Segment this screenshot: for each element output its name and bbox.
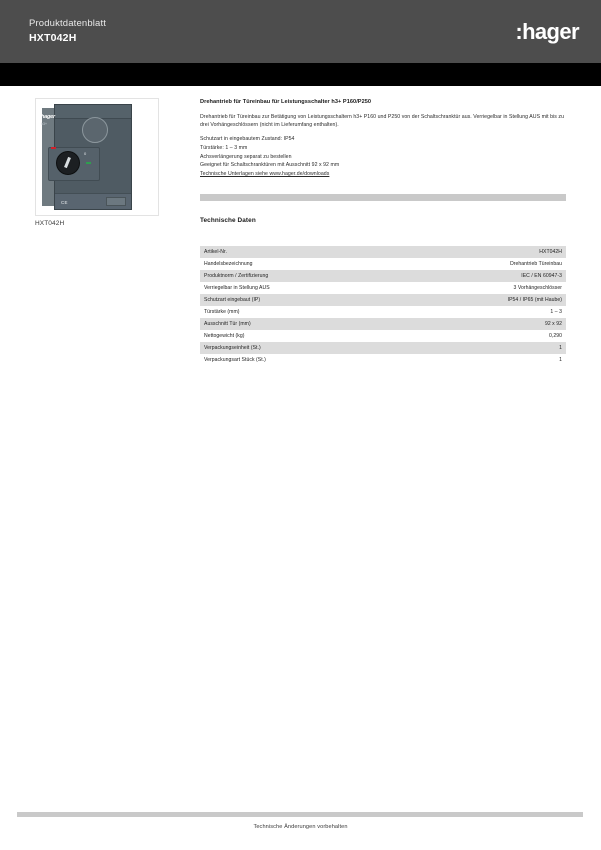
product-image-caption: HXT042H: [35, 220, 65, 227]
ce-mark-icon: CE: [61, 200, 68, 205]
document-reference: HXT042H: [29, 31, 77, 44]
device-window-icon: [82, 117, 108, 143]
list-item: Geeignet für Schaltschranktüren mit Ausschnitt 92 x 92 mm: [200, 162, 340, 169]
table-row: [200, 270, 566, 282]
logo-colon-icon: :: [515, 18, 523, 44]
row-value: 1: [559, 357, 562, 363]
footer-separator: [17, 812, 583, 817]
device-terminal-block: [106, 197, 126, 206]
table-row: [200, 306, 566, 318]
header-title-block: [29, 18, 106, 45]
page-content: [0, 86, 601, 806]
dial-mark-off-icon: [86, 162, 91, 164]
row-value: IP54 / IP65 (mit Haube): [507, 297, 562, 303]
downloads-link[interactable]: Technische Unterlagen siehe www.hager.de/downloads: [200, 171, 330, 178]
row-value: Drehantrieb Türeinbau: [510, 261, 562, 267]
row-label: Handelsbezeichnung: [204, 261, 253, 267]
list-item: [200, 170, 566, 179]
product-image: [35, 98, 159, 216]
table-row: [200, 294, 566, 306]
list-item: Achsverlängerung separat zu bestellen: [200, 153, 292, 160]
technical-data-table: [200, 246, 566, 366]
row-label: Türstärke (mm): [204, 309, 240, 315]
row-label: Schutzart eingebaut (IP): [204, 297, 261, 303]
page-header: [0, 0, 601, 63]
row-label: Verpackungsart Stück (St.): [204, 357, 266, 363]
product-description-paragraph: Drehantrieb für Türeinbau zur Betätigung von Leistungsschaltern h3+ P160 und P250 von der Schaltschranktür aus. Verriegelbar in Stellung AUS mit bis zu drei Vorhängeschlössern (nicht im Lieferumfang enthalten).: [200, 113, 565, 129]
list-item: Schutzart in eingebautem Zustand: IP54: [200, 135, 295, 142]
footer-note: Technische Änderungen vorbehalten: [253, 824, 348, 830]
row-value: HXT042H: [539, 249, 562, 255]
table-row: [200, 246, 566, 258]
product-lead-text: Drehantrieb für Türeinbau für Leistungsschalter h3+ P160/P250: [200, 99, 372, 105]
logo-wordmark: hager: [522, 18, 579, 44]
row-label: Verpackungseinheit (St.): [204, 345, 261, 351]
dial-mark-on-icon: [51, 147, 56, 149]
row-value: 92 x 92: [544, 321, 562, 327]
dial-zero-label: 0: [84, 151, 87, 156]
table-row: [200, 258, 566, 270]
table-row: [200, 318, 566, 330]
header-black-band: [0, 63, 601, 86]
product-feature-list: [200, 135, 566, 179]
row-label: Verriegelbar in Stellung AUS: [204, 285, 270, 291]
technical-data-title: Technische Daten: [200, 217, 256, 224]
device-brand-label: hager: [41, 114, 55, 120]
row-value: 1 – 3: [550, 309, 562, 315]
table-row: [200, 354, 566, 366]
row-value: 0,290: [549, 333, 562, 339]
section-separator-bar: [200, 194, 566, 201]
document-kind: Produktdatenblatt: [29, 18, 107, 29]
device-series-label: h3+: [41, 122, 48, 126]
row-value: 3 Vorhängeschlösser: [513, 285, 562, 291]
product-image-block: [35, 98, 159, 227]
table-row: [200, 282, 566, 294]
list-item: Türstärke: 1 – 3 mm: [200, 144, 248, 151]
row-value: 1: [559, 345, 562, 351]
row-value: IEC / EN 60947-3: [521, 273, 562, 279]
row-label: Ausschnitt Tür (mm): [204, 321, 251, 327]
row-label: Artikel-Nr.: [204, 249, 227, 255]
table-row: [200, 342, 566, 354]
table-row: [200, 330, 566, 342]
row-label: Nettogewicht (kg): [204, 333, 245, 339]
description-block: [200, 98, 566, 184]
hager-logo: [515, 19, 579, 45]
row-label: Produktnorm / Zertifizierung: [204, 273, 269, 279]
